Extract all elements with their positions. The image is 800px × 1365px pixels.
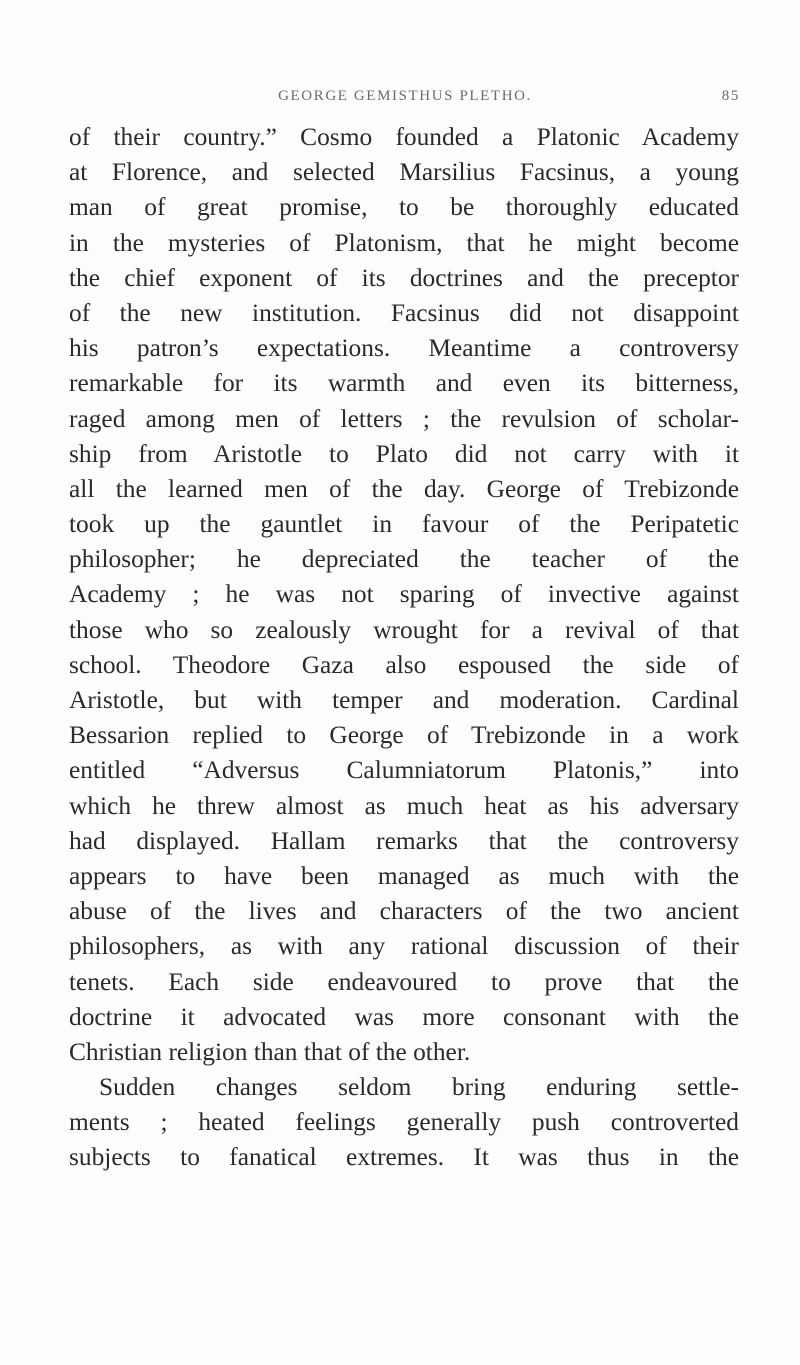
text-line: of their country.” Cosmo founded a Platonic Academy — [69, 123, 739, 151]
text-line: Bessarion replied to George of Trebizonde in a work — [69, 721, 739, 750]
text-line: philosopher; he depreciated the teacher of the — [69, 545, 739, 574]
text-line: in the mysteries of Platonism, that he might become — [69, 228, 739, 257]
text-line: ship from Aristotle to Plato did not carry with it — [69, 439, 739, 468]
text-line: subjects to fanatical extremes. It was thus in the — [69, 1143, 739, 1172]
text-line: which he threw almost as much heat as his adversary — [69, 791, 739, 820]
text-line: Christian religion than that of the other. — [69, 1037, 471, 1066]
text-line: at Florence, and selected Marsilius Facsinus, a young — [69, 158, 739, 187]
text-line: school. Theodore Gaza also espoused the side of — [69, 650, 739, 679]
text-line: his patron’s expectations. Meantime a controversy — [69, 334, 739, 363]
text-line: abuse of the lives and characters of the two ancient — [69, 897, 739, 926]
text-line: doctrine it advocated was more consonant with the — [69, 1002, 739, 1031]
running-head — [70, 88, 740, 112]
text-line: Aristotle, but with temper and moderation. Cardinal — [69, 686, 739, 714]
text-line: ments ; heated feelings generally push controverted — [69, 1108, 739, 1137]
text-line: man of great promise, to be thoroughly educated — [69, 193, 739, 222]
text-line: those who so zealously wrought for a revival of that — [69, 615, 739, 644]
text-line: took up the gauntlet in favour of the Peripatetic — [69, 510, 739, 539]
running-title: GEORGE GEMISTHUS PLETHO. — [278, 88, 532, 104]
text-line: Sudden changes seldom bring enduring settle- — [99, 1073, 739, 1102]
text-line: philosophers, as with any rational discussion of their — [69, 932, 739, 961]
text-line: Academy ; he was not sparing of invective against — [69, 580, 739, 609]
text-line: the chief exponent of its doctrines and the preceptor — [69, 263, 739, 292]
text-line: remarkable for its warmth and even its bitterness, — [69, 369, 739, 398]
page-number: 85 — [721, 88, 740, 104]
text-line: entitled “Adversus Calumniatorum Platonis,” into — [69, 756, 739, 785]
text-line: appears to have been managed as much with the — [69, 861, 739, 890]
text-line: all the learned men of the day. George of Trebizonde — [69, 474, 739, 503]
text-line: raged among men of letters ; the revulsion of scholar- — [69, 404, 739, 433]
text-line: of the new institution. Facsinus did not disappoint — [69, 298, 739, 327]
body-text — [69, 120, 739, 1176]
text-line: tenets. Each side endeavoured to prove that the — [69, 967, 739, 996]
text-line: had displayed. Hallam remarks that the controversy — [69, 826, 739, 855]
